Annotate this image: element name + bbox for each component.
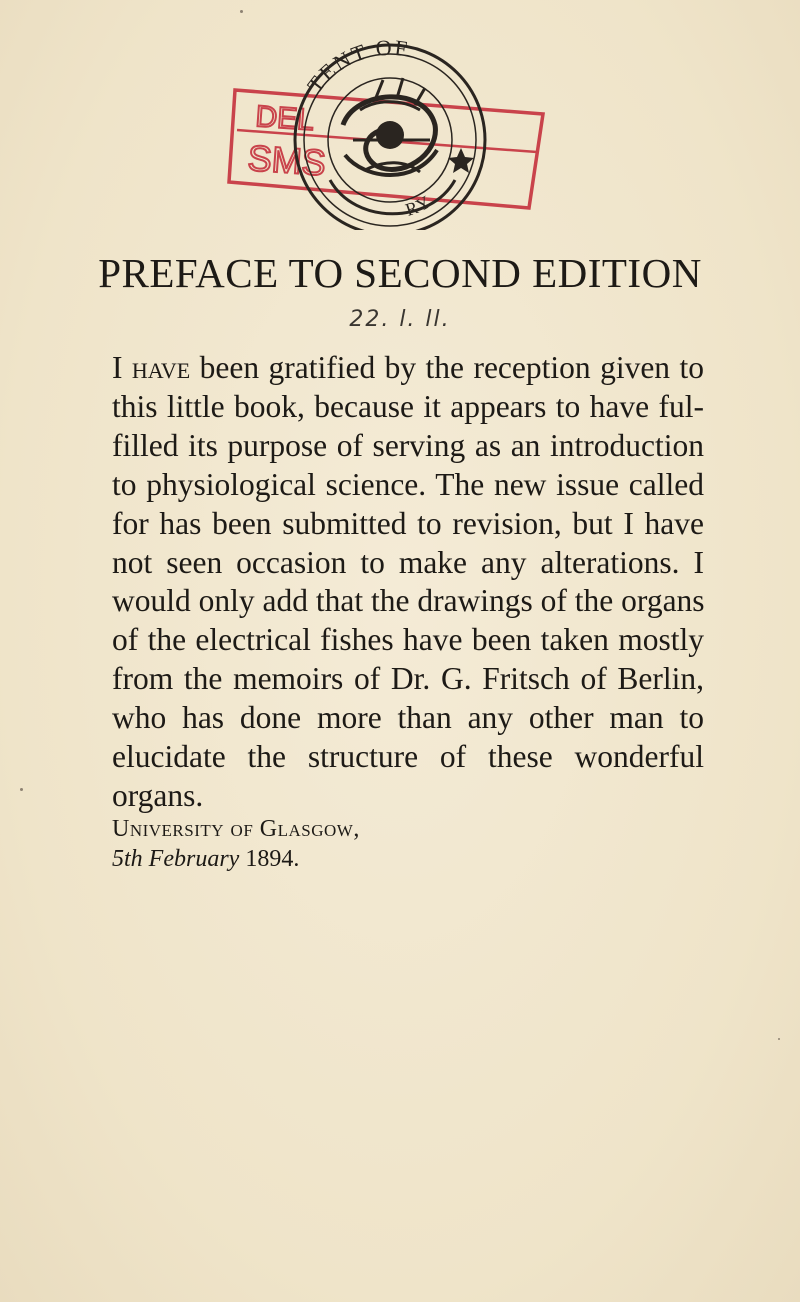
body-line: for has been submitted to revision, but I have: [112, 505, 704, 541]
signature-institution: University of Glasgow,: [112, 816, 360, 842]
body-line: of the electrical fishes have been taken mostly: [112, 622, 704, 658]
pencil-annotation: 22. l. ll.: [349, 307, 451, 332]
drop-word: I have: [112, 350, 191, 385]
body-line: organs.: [112, 777, 204, 813]
body-line: who has done more than any other man to: [112, 700, 704, 736]
body-line: filled its purpose of serving as an introduction: [112, 427, 704, 463]
page-speck: [778, 1038, 780, 1040]
library-stamp: [225, 30, 555, 230]
body-line: I have been gratified by the reception given to: [112, 350, 704, 385]
signature-date: 5th February 1894.: [112, 846, 300, 872]
body-line: not seen occasion to make any alterations. I: [112, 544, 704, 580]
stamp-text-top: DEL: [254, 100, 316, 138]
body-line: this little book, because it appears to have ful-: [112, 388, 704, 424]
body-line: to physiological science. The new issue called: [112, 466, 704, 502]
body-line: would only add that the drawings of the organs: [112, 583, 705, 619]
preface-body: [112, 349, 704, 816]
page-heading: PREFACE TO SECOND EDITION: [98, 250, 702, 296]
signature-block: [112, 814, 360, 874]
page-speck: [240, 10, 243, 13]
stamp-text-bottom: SMS: [246, 137, 328, 184]
body-line: elucidate the structure of these wonderful: [112, 739, 704, 775]
seal-text-top: TENT OF: [302, 34, 411, 98]
page-speck: [20, 788, 23, 791]
body-line: from the memoirs of Dr. G. Fritsch of Berlin,: [112, 661, 704, 697]
seal-text-bottom: RY: [402, 190, 436, 220]
